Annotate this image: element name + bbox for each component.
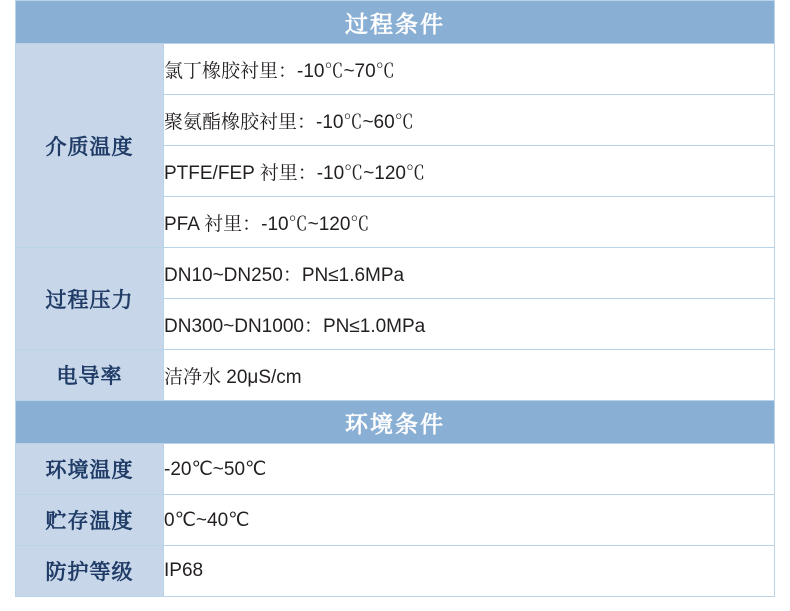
row-value: 0℃~40℃ — [164, 495, 775, 546]
section-title-process: 过程条件 — [16, 1, 775, 44]
table-row — [16, 444, 775, 495]
table-row — [16, 350, 775, 401]
section-header-row — [16, 401, 775, 444]
table-row — [16, 248, 775, 299]
row-label-protection-class: 防护等级 — [16, 546, 164, 597]
section-header-row — [16, 1, 775, 44]
table-row — [16, 546, 775, 597]
row-label-ambient-temperature: 环境温度 — [16, 444, 164, 495]
row-value: 氯丁橡胶衬里：-10℃~70℃ — [164, 44, 775, 95]
row-value: IP68 — [164, 546, 775, 597]
row-value: DN10~DN250：PN≤1.6MPa — [164, 248, 775, 299]
table-row — [16, 495, 775, 546]
row-value: 洁净水 20μS/cm — [164, 350, 775, 401]
row-label-conductivity: 电导率 — [16, 350, 164, 401]
row-value: 聚氨酯橡胶衬里：-10℃~60℃ — [164, 95, 775, 146]
section-title-environment: 环境条件 — [16, 401, 775, 444]
row-value: PFA 衬里：-10℃~120℃ — [164, 197, 775, 248]
row-value: PTFE/FEP 衬里：-10℃~120℃ — [164, 146, 775, 197]
specifications-table — [15, 0, 775, 597]
row-label-storage-temperature: 贮存温度 — [16, 495, 164, 546]
row-value: DN300~DN1000：PN≤1.0MPa — [164, 299, 775, 350]
table-row — [16, 44, 775, 95]
row-label-medium-temperature: 介质温度 — [16, 44, 164, 248]
row-label-process-pressure: 过程压力 — [16, 248, 164, 350]
row-value: -20℃~50℃ — [164, 444, 775, 495]
